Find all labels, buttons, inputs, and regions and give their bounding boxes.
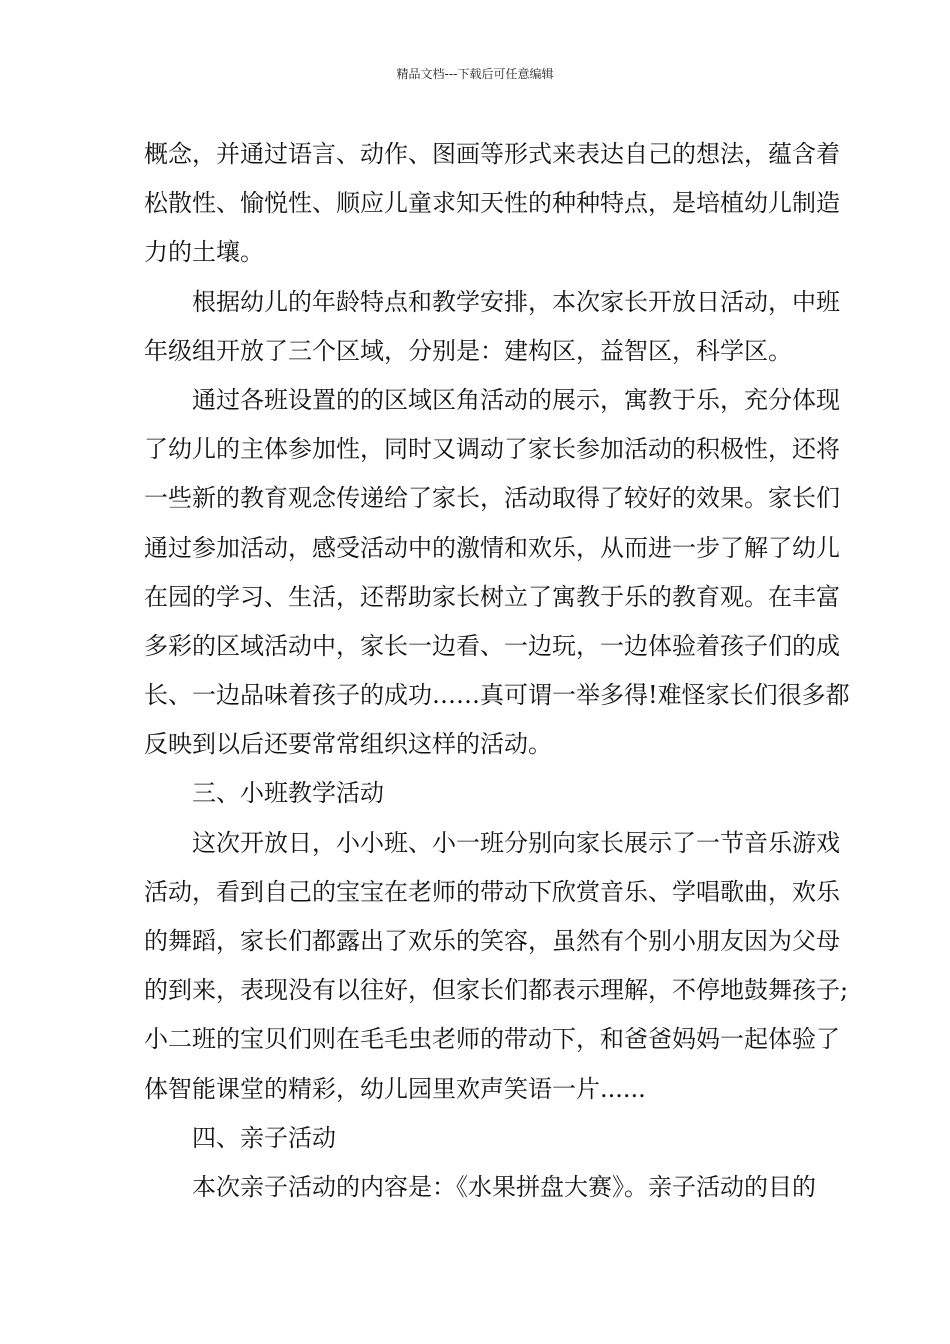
text-line: 力的土壤。	[144, 238, 264, 267]
text-line: 多彩的区域活动中，家长一边看、一边玩，一边体验着孩子们的成	[144, 631, 840, 660]
text-line: 小二班的宝贝们则在毛毛虫老师的带动下，和爸爸妈妈一起体验了	[144, 1025, 840, 1054]
text-line: 年级组开放了三个区域，分别是：建构区，益智区，科学区。	[144, 336, 792, 365]
text-line: 一些新的教育观念传递给了家长，活动取得了较好的效果。家长们	[144, 484, 840, 513]
document-body	[144, 130, 850, 1212]
text-line: 概念，并通过语言、动作、图画等形式来表达自己的想法，蕴含着	[144, 140, 840, 168]
paragraph-start-line: 根据幼儿的年龄特点和教学安排，本次家长开放日活动，中班	[192, 287, 840, 316]
section-heading: 三、小班教学活动	[192, 779, 384, 808]
text-line: 在园的学习、生活，还帮助家长树立了寓教于乐的教育观。在丰富	[144, 582, 840, 611]
text-line: 的到来，表现没有以往好，但家长们都表示理解，不停地鼓舞孩子;	[144, 976, 849, 1005]
paragraph-start-line: 这次开放日，小小班、小一班分别向家长展示了一节音乐游戏	[192, 828, 840, 857]
section-heading: 四、亲子活动	[192, 1123, 336, 1152]
paragraph-start-line: 通过各班设置的的区域区角活动的展示，寓教于乐，充分体现	[192, 385, 840, 414]
text-line: 反映到以后还要常常组织这样的活动。	[144, 730, 552, 759]
text-line: 的舞蹈，家长们都露出了欢乐的笑容，虽然有个别小朋友因为父母	[144, 927, 840, 955]
text-line: 松散性、愉悦性、顺应儿童求知天性的种种特点，是培植幼儿制造	[144, 189, 840, 218]
paragraph-start-line: 本次亲子活动的内容是：《水果拼盘大赛》。亲子活动的目的	[192, 1172, 816, 1201]
text-line: 活动，看到自己的宝宝在老师的带动下欣赏音乐、学唱歌曲，欢乐	[144, 877, 840, 906]
text-line: 了幼儿的主体参加性，同时又调动了家长参加活动的积极性，还将	[144, 435, 840, 464]
text-line: 通过参加活动，感受活动中的激情和欢乐，从而进一步了解了幼儿	[144, 533, 840, 562]
text-line: 长、一边品味着孩子的成功……真可谓一举多得!难怪家长们很多都	[144, 681, 850, 710]
text-line: 体智能课堂的精彩，幼儿园里欢声笑语一片......	[144, 1074, 646, 1103]
page-header: 精品文档---下载后可任意编辑	[396, 67, 554, 81]
